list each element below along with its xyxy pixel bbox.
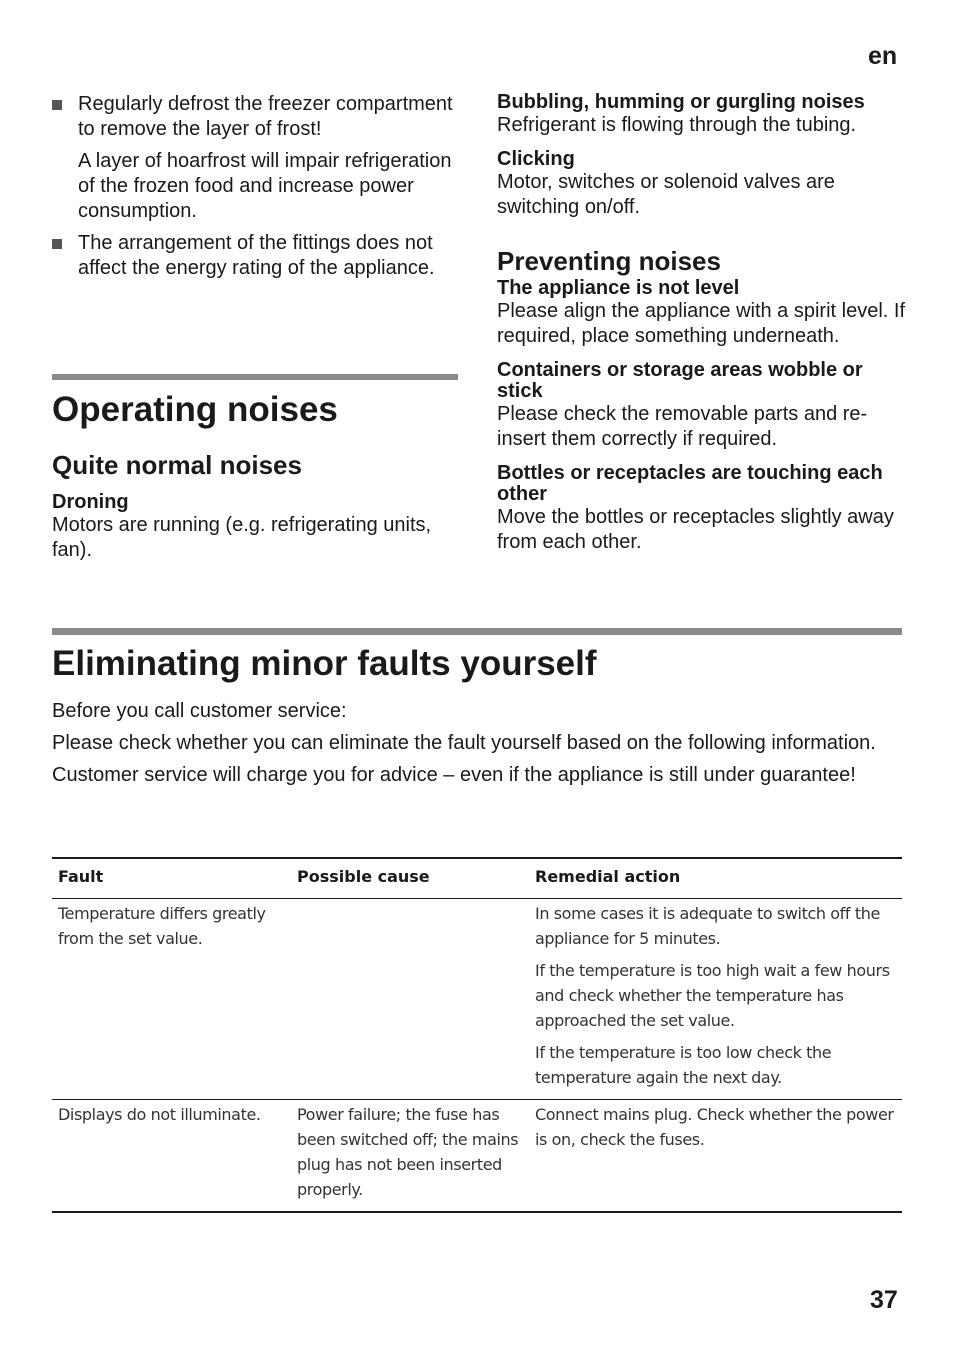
fault-cell: Temperature differs greatly from the set value. [58, 904, 266, 948]
prevention-item-title: The appliance is not level [497, 277, 740, 299]
noise-item-text: Motors are running (e.g. refrigerating units, fan). [52, 514, 432, 561]
prevention-item-text: Please align the appliance with a spirit level. If required, place something underneath. [497, 300, 906, 347]
list-item [52, 231, 460, 281]
noise-item-text: Refrigerant is flowing through the tubing. [497, 114, 857, 136]
cause-cell [291, 899, 529, 1100]
section-divider [52, 374, 458, 380]
cause-cell: Power failure; the fuse has been switched off; the mains plug has not been inserted properly. [297, 1105, 519, 1199]
prevention-item-title: Containers or storage areas wobble or stick [497, 359, 863, 402]
noise-item-title: Bubbling, humming or gurgling noises [497, 91, 865, 113]
noise-item-text: Motor, switches or solenoid valves are switching on/off. [497, 171, 835, 218]
prevention-item-title: Bottles or receptacles are touching each other [497, 462, 883, 505]
intro-paragraph: Before you call customer service: [52, 700, 347, 722]
bullet-square-icon [52, 100, 62, 110]
action-cell [529, 899, 902, 1100]
table-row [52, 899, 902, 1100]
action-text: In some cases it is adequate to switch off the appliance for 5 minutes. [535, 904, 880, 948]
list-item [52, 92, 460, 224]
noise-item [497, 149, 907, 220]
action-cell [529, 1100, 902, 1213]
subsection-title: Preventing noises [497, 246, 721, 276]
prevention-item-text: Move the bottles or receptacles slightly away from each other. [497, 506, 894, 553]
prevention-item [497, 463, 907, 555]
noises-right-column [497, 92, 907, 555]
table-header-row [52, 858, 902, 899]
table-row [52, 1100, 902, 1213]
language-code: en [868, 42, 898, 70]
noise-item-title: Clicking [497, 148, 575, 170]
fault-cell: Displays do not illuminate. [58, 1105, 261, 1124]
action-text: If the temperature is too low check the temperature again the next day. [535, 1043, 832, 1087]
fault-table [52, 857, 902, 1213]
operating-noises-section [52, 390, 460, 563]
energy-tips-list [52, 92, 460, 281]
prevention-item [497, 278, 907, 349]
energy-tips [52, 92, 460, 281]
section-title: Operating noises [52, 390, 338, 429]
action-text: Connect mains plug. Check whether the power is on, check the fuses. [535, 1105, 894, 1149]
column-header-cause: Possible cause [297, 867, 430, 886]
eliminating-faults-section [52, 644, 902, 788]
section-divider [52, 628, 902, 635]
section-title: Eliminating minor faults yourself [52, 644, 597, 683]
intro-paragraph: Customer service will charge you for advice – even if the appliance is still under guarantee! [52, 764, 856, 786]
noise-item [52, 492, 460, 563]
page-number: 37 [870, 1286, 898, 1314]
noise-item-title: Droning [52, 491, 129, 513]
action-text: If the temperature is too high wait a few hours and check whether the temperature has approached the set value. [535, 961, 890, 1030]
subsection-title: Quite normal noises [52, 450, 302, 480]
column-header-fault: Fault [58, 867, 104, 886]
prevention-item [497, 360, 907, 452]
prevention-item-text: Please check the removable parts and re-insert them correctly if required. [497, 403, 868, 450]
column-header-action: Remedial action [535, 867, 681, 886]
tip-text: The arrangement of the fittings does not affect the energy rating of the appliance. [78, 232, 435, 279]
bullet-square-icon [52, 239, 62, 249]
tip-note: A layer of hoarfrost will impair refrigeration of the frozen food and increase power consumption. [78, 150, 452, 222]
tip-text: Regularly defrost the freezer compartment to remove the layer of frost! [78, 93, 453, 140]
intro-paragraph: Please check whether you can eliminate the fault yourself based on the following information. [52, 732, 876, 754]
noise-item [497, 92, 907, 138]
